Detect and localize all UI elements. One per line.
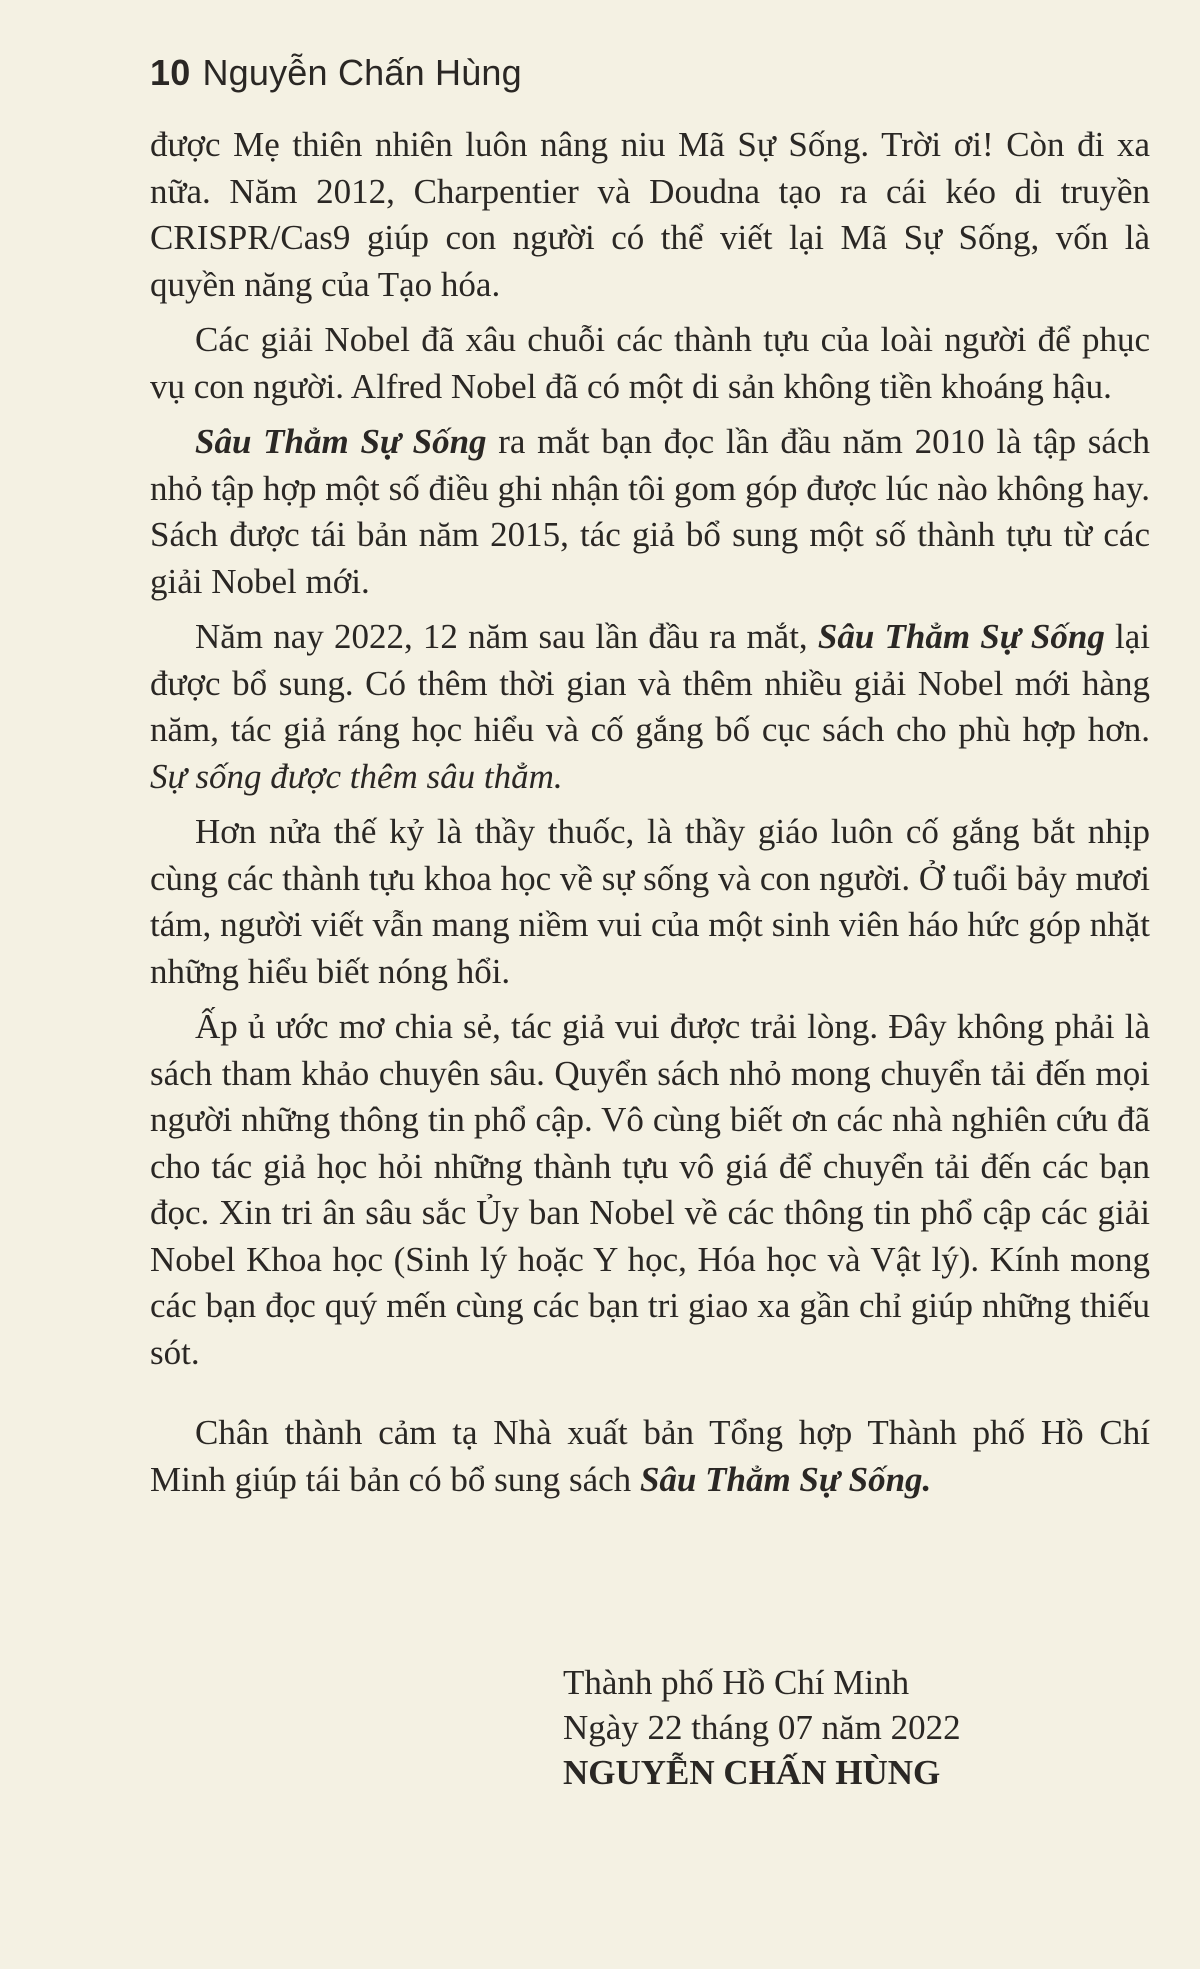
paragraph-6 (150, 1004, 1150, 1376)
page-number: 10 (150, 52, 191, 93)
running-head-author: Nguyễn Chấn Hùng (202, 52, 522, 93)
paragraph-5 (150, 809, 1150, 995)
running-head (150, 52, 522, 94)
paragraph-2 (150, 317, 1150, 410)
paragraph-6-text: Ấp ủ ước mơ chia sẻ, tác giả vui được trải lòng. Đây không phải là sách tham khảo chuyên sâu. Quyển sách nhỏ mong chuyển tải đến mọi người những thông tin phổ cập. Vô cùng biết ơn các nhà nghiên cứu đã cho tác giả học hỏi những thành tựu vô giá để chuyển tải đến các bạn đọc. Xin tri ân sâu sắc Ủy ban Nobel về các thông tin phổ cập các giải Nobel Khoa học (Sinh lý hoặc Y học, Hóa học và Vật lý). Kính mong các bạn đọc quý mến cùng các bạn tri giao xa gần chỉ giúp những thiếu sót. (150, 1007, 1150, 1372)
book-title-emphasis: Sâu Thẳm Sự Sống (817, 617, 1105, 656)
signature-block (563, 1660, 1083, 1795)
paragraph-4 (150, 614, 1150, 800)
signature-author: NGUYỄN CHẤN HÙNG (563, 1753, 941, 1792)
paragraph-3-text: ra mắt bạn đọc lần đầu năm 2010 là tập sách nhỏ tập hợp một số điều ghi nhận tôi gom góp được lúc nào không hay. Sách được tái bản năm 2015, tác giả bổ sung một số thành tựu từ các giải Nobel mới. (150, 422, 1150, 601)
body-text (150, 122, 1150, 1512)
paragraph-7 (150, 1410, 1150, 1503)
paragraph-1 (150, 122, 1150, 308)
paragraph-2-text: Các giải Nobel đã xâu chuỗi các thành tựu của loài người để phục vụ con người. Alfred Nobel đã có một di sản không tiền khoáng hậu. (150, 320, 1150, 406)
italic-phrase: Sự sống được thêm sâu thẳm. (150, 756, 563, 796)
paragraph-4-text-b: lại được bổ sung. Có thêm thời gian và thêm nhiều giải Nobel mới hàng năm, tác giả ráng học hiểu và cố gắng bố cục sách cho phù hợp hơn. (150, 617, 1151, 749)
signature-place: Thành phố Hồ Chí Minh (563, 1663, 910, 1702)
paragraph-4-text-a: Năm nay 2022, 12 năm sau lần đầu ra mắt, (195, 617, 818, 656)
paragraph-1-text: được Mẹ thiên nhiên luôn nâng niu Mã Sự Sống. Trời ơi! Còn đi xa nữa. Năm 2012, Charpentier và Doudna tạo ra cái kéo di truyền CRISPR/Cas9 giúp con người có thể viết lại Mã Sự Sống, vốn là quyền năng của Tạo hóa. (150, 125, 1150, 304)
book-title-emphasis: Sâu Thẳm Sự Sống (195, 422, 487, 461)
paragraph-7-text: Chân thành cảm tạ Nhà xuất bản Tổng hợp Thành phố Hồ Chí Minh giúp tái bản có bổ sung sách (150, 1413, 1150, 1499)
book-title-emphasis: Sâu Thẳm Sự Sống. (639, 1459, 932, 1499)
signature-date: Ngày 22 tháng 07 năm 2022 (563, 1708, 961, 1747)
paragraph-5-text: Hơn nửa thế kỷ là thầy thuốc, là thầy giáo luôn cố gắng bắt nhịp cùng các thành tựu khoa học về sự sống và con người. Ở tuổi bảy mươi tám, người viết vẫn mang niềm vui của một sinh viên háo hức góp nhặt những hiểu biết nóng hổi. (150, 812, 1150, 991)
paragraph-3 (150, 419, 1150, 605)
